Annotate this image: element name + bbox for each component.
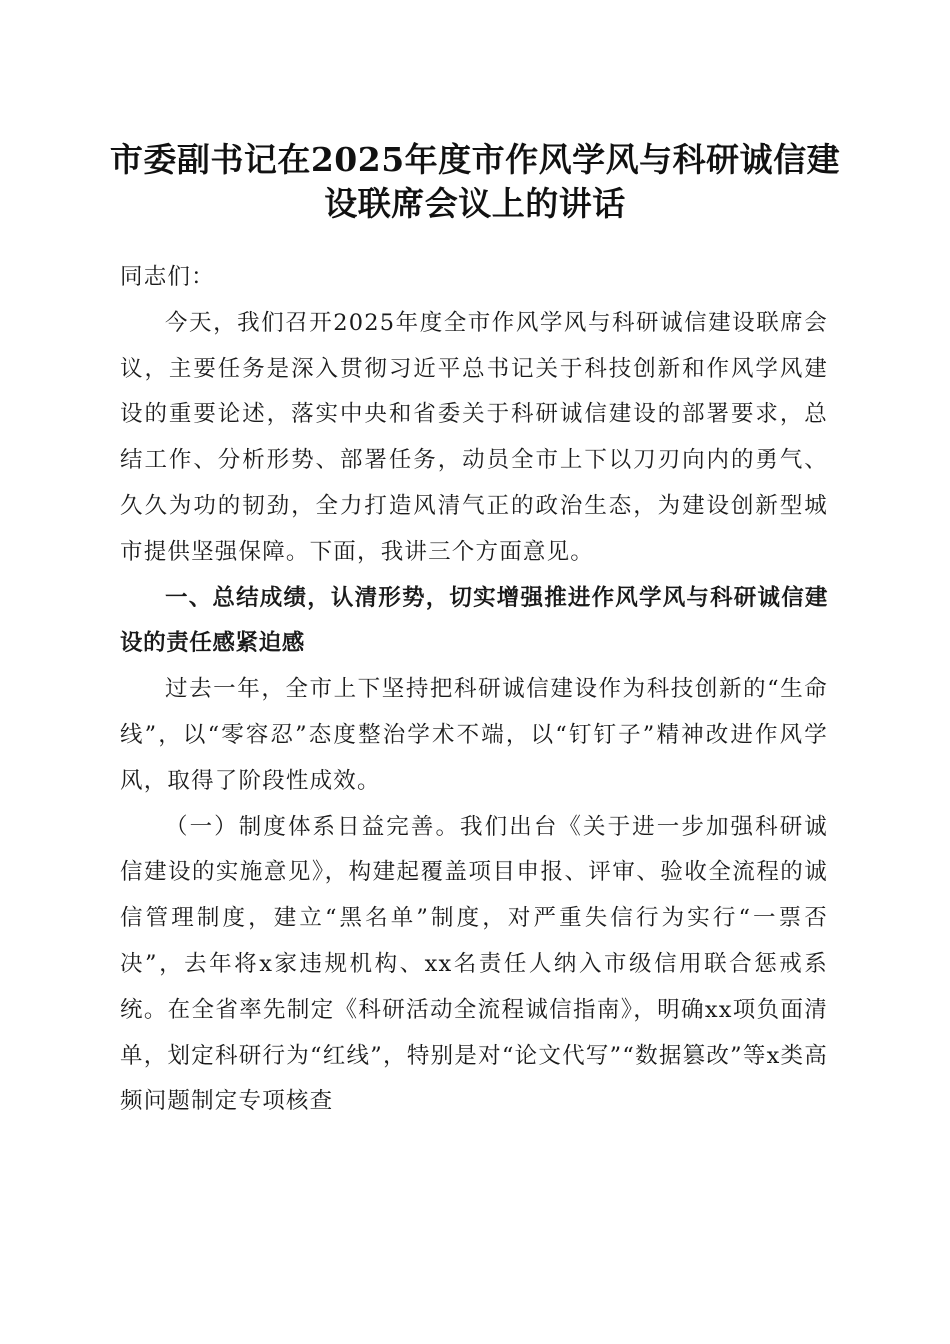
paragraph-summary: 过去一年，全市上下坚持把科研诚信建设作为科技创新的“生命线”，以“零容忍”态度整治学术不端，以“钉钉子”精神改进作风学风，取得了阶段性成效。	[120, 676, 828, 794]
document-title: 市委副书记在2025年度市作风学风与科研诚信建设联席会议上的讲话	[109, 140, 841, 223]
salutation: 同志们：	[120, 264, 215, 290]
document-body	[120, 255, 828, 1125]
paragraph-subsection-1: （一）制度体系日益完善。我们出台《关于进一步加强科研诚信建设的实施意见》，构建起覆盖项目申报、评审、验收全流程的诚信管理制度，建立“黑名单”制度，对严重失信行为实行“一票否决”，去年将x家违规机构、xx名责任人纳入市级信用联合惩戒系统。在全省率先制定《科研活动全流程诚信指南》，明确xx项负面清单，划定科研行为“红线”，特别是对“论文代写”“数据篡改”等x类高频问题制定专项核查	[120, 813, 828, 1115]
section-heading-1: 一、总结成绩，认清形势，切实增强推进作风学风与科研诚信建设的责任感紧迫感	[120, 584, 828, 657]
paragraph-intro: 今天，我们召开2025年度全市作风学风与科研诚信建设联席会议，主要任务是深入贯彻习近平总书记关于科技创新和作风学风建设的重要论述，落实中央和省委关于科研诚信建设的部署要求，总结工作、分析形势、部署任务，动员全市上下以刀刃向内的勇气、久久为功的韧劲，全力打造风清气正的政治生态，为建设创新型城市提供坚强保障。下面，我讲三个方面意见。	[120, 309, 828, 565]
